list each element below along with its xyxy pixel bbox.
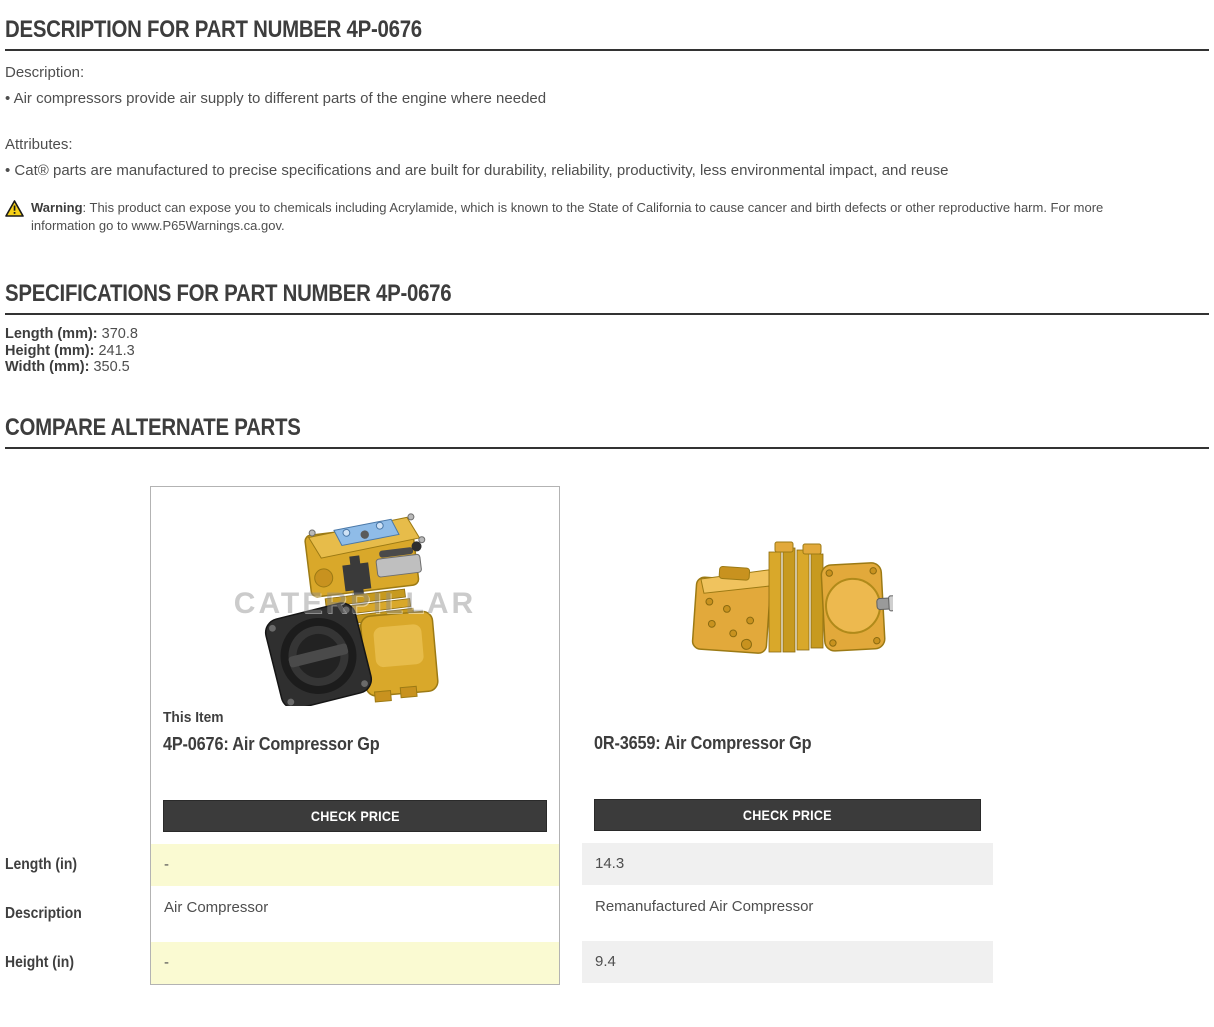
row-label-description: Description [5,904,82,922]
attributes-bullet: • Cat® parts are manufactured to precise specifications and are built for durability, reliability, productivity, less environmental impact, and reuse [5,162,949,179]
compare-row-labels [5,486,150,984]
compare-section-heading [5,414,1209,449]
spec-length: Length (mm): 370.8 [5,326,138,343]
warning-text: Warning: This product can expose you to chemicals including Acrylamide, which is known to the State of California to cause cancer and birth defects or other reproductive harm. For more information go to www.P65Warnings.ca.gov. [31,200,1104,233]
product-image-4p0676 [163,499,547,709]
compare-values-4p0676 [151,844,559,984]
specifications-section-heading [5,280,1209,315]
cell-length-4p0676: - [151,844,559,886]
air-compressor-4p0676-illustration [246,502,464,706]
this-item-badge: This Item [163,708,224,726]
cell-description-0r3659: Remanufactured Air Compressor [582,889,993,937]
product-image-0r3659 [594,498,981,708]
description-section-heading [5,16,1209,51]
cell-height-4p0676: - [151,942,559,984]
compare-heading-text: COMPARE ALTERNATE PARTS [5,413,301,441]
labels-spacer [5,486,150,844]
compare-values-0r3659 [582,843,993,983]
specifications-heading-text: SPECIFICATIONS FOR PART NUMBER 4P-0676 [5,280,452,308]
compare-card-alternate [582,486,993,983]
attributes-label: Attributes: [5,136,73,153]
cell-height-0r3659: 9.4 [582,941,993,983]
badge-spacer [594,708,981,732]
product-title-4p0676: 4P-0676: Air Compressor Gp [163,732,380,754]
product-title-0r3659: 0R-3659: Air Compressor Gp [594,731,812,753]
row-label-height: Height (in) [5,953,74,971]
check-price-button-0r3659[interactable]: CHECK PRICE [594,799,981,831]
warning-triangle-icon [5,200,24,222]
compare-card-this-item [150,486,560,985]
part-detail-page [0,16,1214,985]
description-bullet: • Air compressors provide air supply to different parts of the engine where needed [5,90,547,107]
description-label: Description: [5,64,85,81]
description-heading-text: DESCRIPTION FOR PART NUMBER 4P-0676 [5,16,422,43]
spec-width: Width (mm): 350.5 [5,359,130,376]
prop65-warning [5,199,1209,234]
spec-height: Height (mm): 241.3 [5,342,135,359]
cell-length-0r3659: 14.3 [582,843,993,885]
check-price-button-4p0676[interactable]: CHECK PRICE [163,800,547,832]
air-compressor-0r3659-illustration [683,538,893,668]
specifications-list [5,326,1209,376]
warning-label: Warning [31,200,83,215]
caterpillar-watermark: CATERPILLAR [233,586,477,620]
compare-table [5,486,1209,985]
row-label-length: Length (in) [5,855,78,873]
cell-description-4p0676: Air Compressor [151,890,559,938]
